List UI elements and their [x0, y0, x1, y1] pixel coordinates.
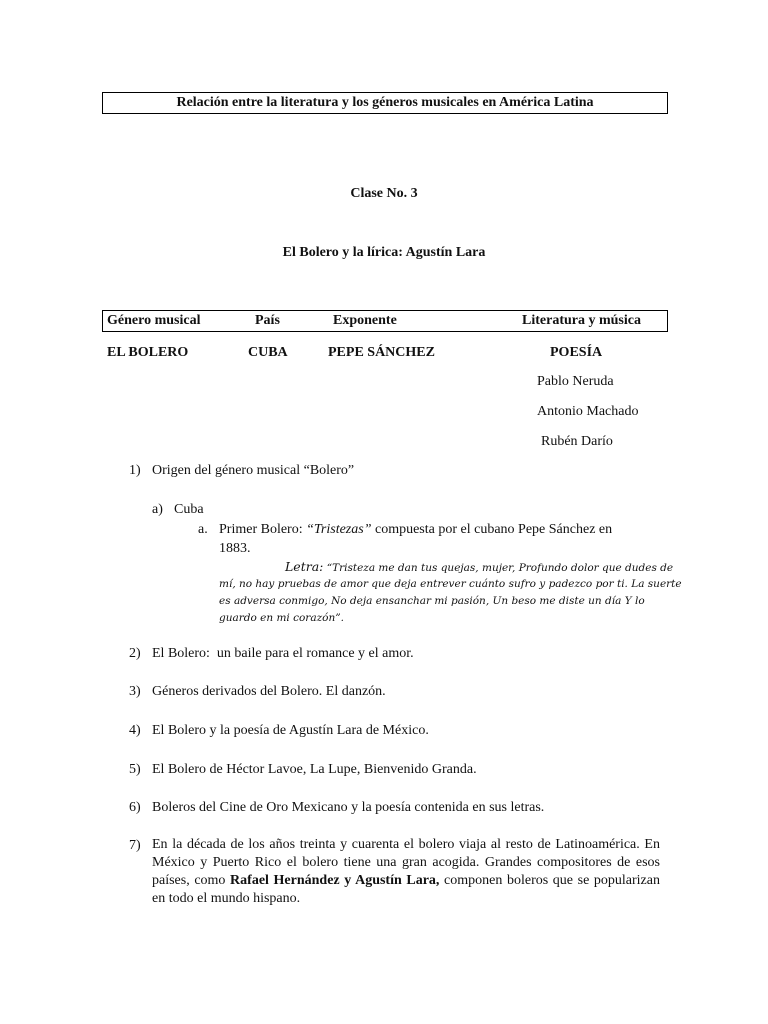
list-number-6: 6): [129, 800, 141, 815]
list-item-4: El Bolero y la poesía de Agustín Lara de México.: [152, 723, 429, 738]
row-literature: POESÍA: [550, 345, 603, 360]
table-header: [102, 310, 668, 332]
poet-dario: Rubén Darío: [541, 434, 613, 449]
sublist-item-a: Cuba: [174, 502, 204, 517]
list-item-7: [152, 836, 660, 908]
header-exponent: Exponente: [333, 313, 397, 328]
header-country: País: [255, 313, 280, 328]
list-item-3: Géneros derivados del Bolero. El danzón.: [152, 684, 386, 699]
lyrics-label: Letra:: [285, 559, 324, 574]
list-number-4: 4): [129, 723, 141, 738]
header-genre: Género musical: [107, 313, 201, 328]
first-bolero-year: 1883.: [219, 541, 251, 556]
lyrics-line-4: guardo en mi corazón”.: [219, 612, 344, 624]
poet-neruda: Pablo Neruda: [537, 374, 614, 389]
sublist-letter-a: a): [152, 502, 163, 517]
first-bolero-title: “Tristezas”: [306, 522, 372, 537]
lesson-subtitle: El Bolero y la lírica: Agustín Lara: [282, 245, 486, 260]
lyrics-line-1: [285, 558, 673, 577]
poet-machado: Antonio Machado: [537, 404, 639, 419]
list-item-5: El Bolero de Héctor Lavoe, La Lupe, Bienvenido Granda.: [152, 762, 477, 777]
list-number-3: 3): [129, 684, 141, 699]
lyrics-line-2: mí, no hay pruebas de amor que deja entrever cuánto sufro y padezco por ti. La suerte: [219, 578, 682, 590]
document-title: Relación entre la literatura y los géneros musicales en América Latina: [102, 92, 668, 114]
item7-text-before: En la década de los años treinta y cuarenta el bolero viaja al resto de Latinoamérica. En México y Puerto Rico el bolero tiene una gran acogida. Grandes compositores de esos países, como: [152, 837, 660, 888]
first-bolero-suffix: compuesta por el cubano Pepe Sánchez en: [371, 522, 613, 537]
item7-text-after: componen boleros que se popularizan en todo el mundo hispano.: [152, 873, 660, 906]
list-item-6: Boleros del Cine de Oro Mexicano y la poesía contenida en sus letras.: [152, 800, 545, 815]
first-bolero-prefix: Primer Bolero:: [219, 522, 307, 537]
header-literature: Literatura y música: [522, 313, 641, 328]
row-genre: EL BOLERO: [107, 345, 189, 360]
list-number-2: 2): [129, 646, 141, 661]
item7-composers: Rafael Hernández y Agustín Lara,: [230, 873, 440, 888]
list-number-1: 1): [129, 463, 141, 478]
list-number-7: 7): [129, 838, 141, 853]
row-country: CUBA: [248, 345, 288, 360]
row-exponent: PEPE SÁNCHEZ: [328, 345, 435, 360]
subsublist-letter-a: a.: [198, 522, 208, 537]
lyrics-line-1-text: “Tristeza me dan tus quejas, mujer, Profundo dolor que dudes de: [323, 562, 674, 574]
list-number-5: 5): [129, 762, 141, 777]
class-label: Clase No. 3: [350, 186, 418, 201]
lyrics-line-3: es adversa conmigo, No deja ensanchar mi pasión, Un beso me diste un día Y lo: [219, 595, 645, 607]
list-item-1: Origen del género musical “Bolero”: [152, 463, 355, 478]
first-bolero-line: [219, 522, 612, 538]
list-item-2: El Bolero: un baile para el romance y el amor.: [152, 646, 414, 661]
